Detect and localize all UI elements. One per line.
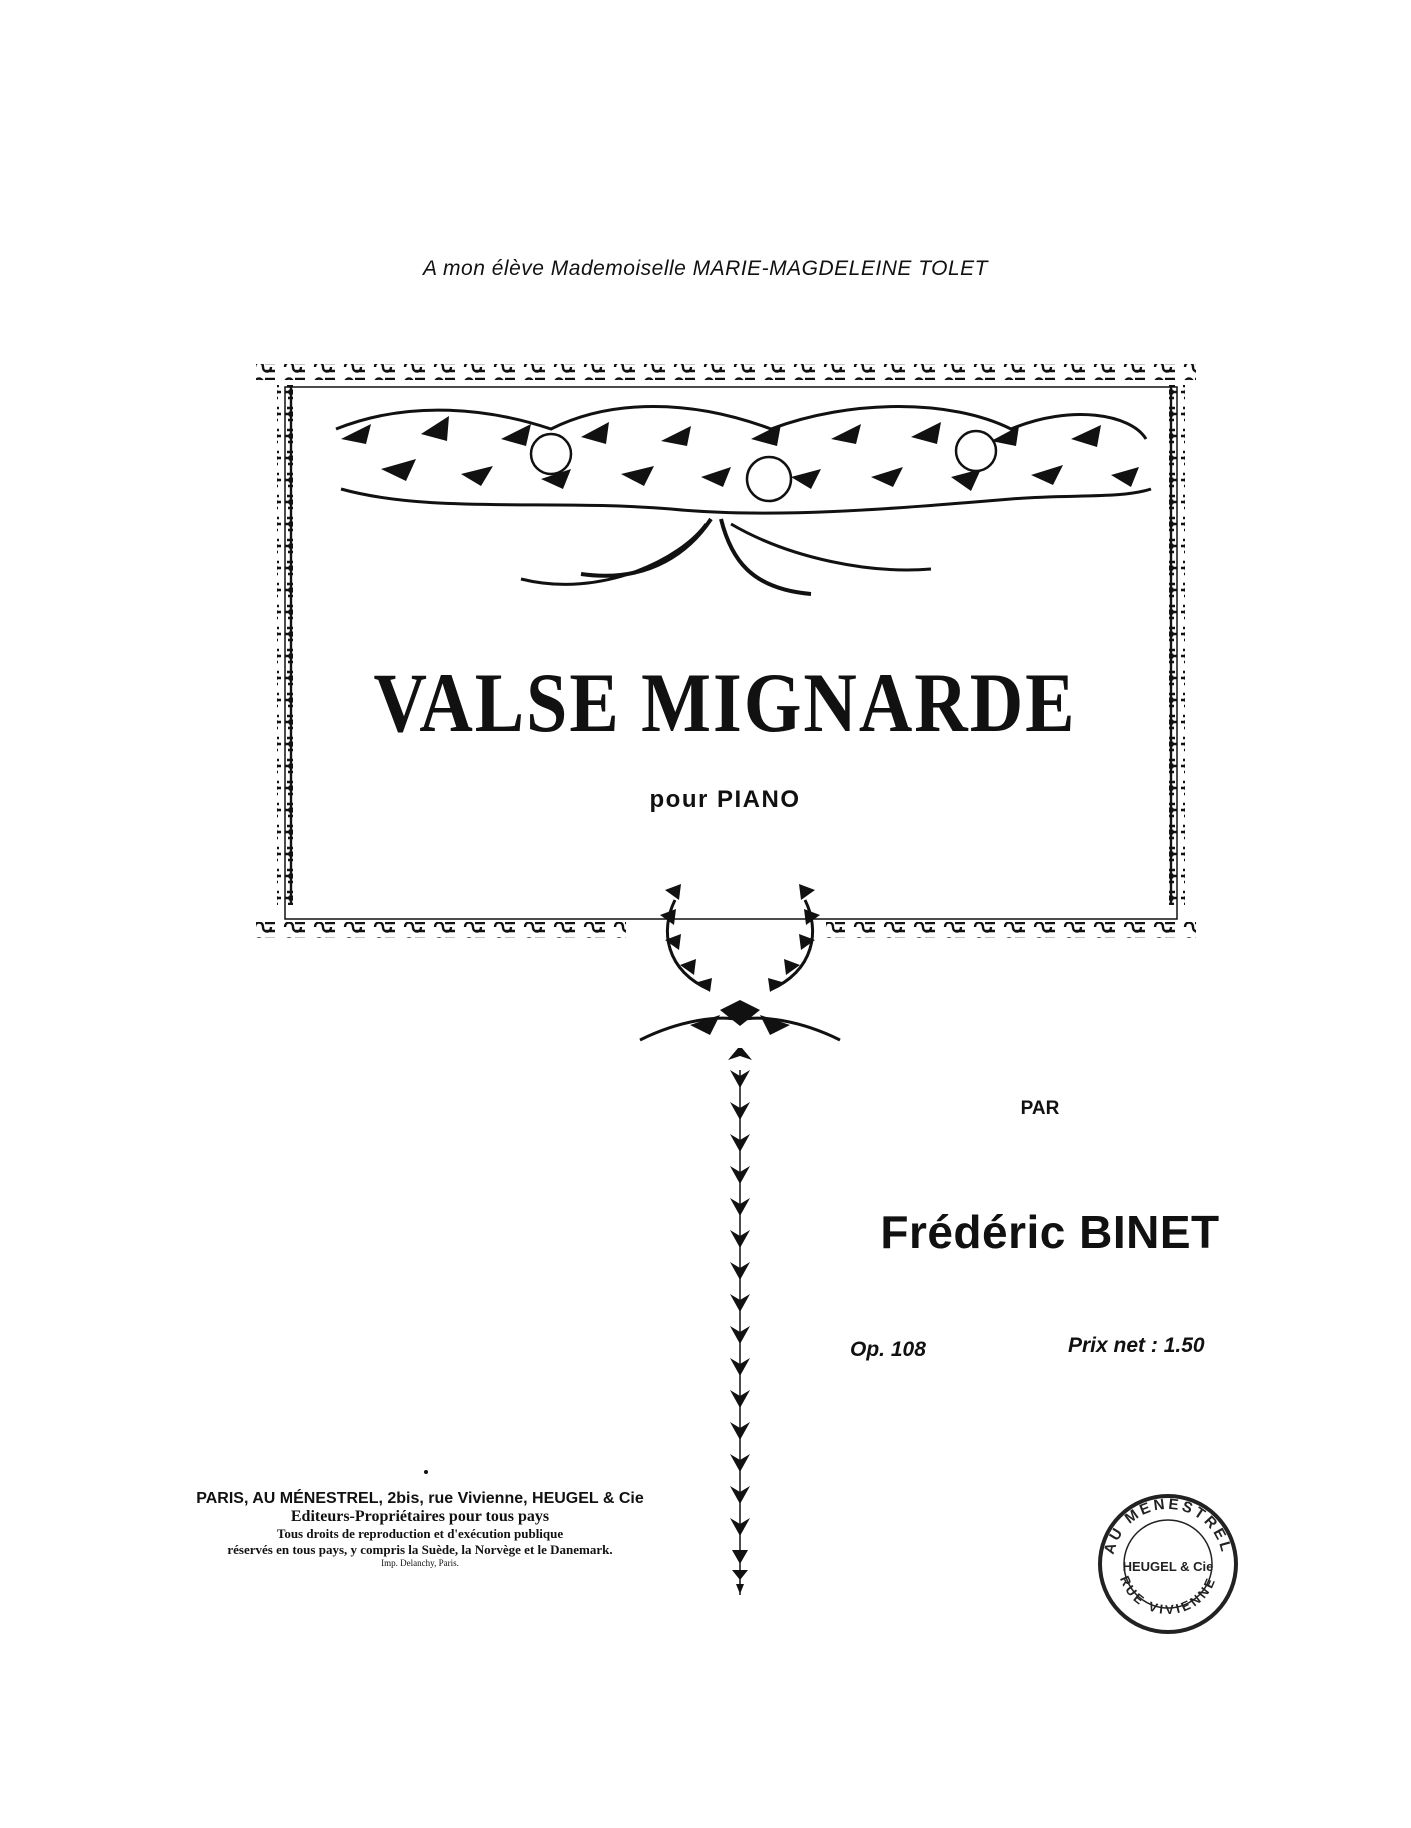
publisher-address: PARIS, AU MÉNESTREL, 2bis, rue Vivienne, HEUGEL & Cie [196,1490,644,1507]
printer-credit: Imp. Delanchy, Paris. [381,1558,459,1568]
stamp-center-text: HEUGEL & Cie [1122,1559,1214,1574]
svg-text:RUE VIVIENNE [1117,1574,1219,1618]
dedication: A mon élève Mademoiselle MARIE-MAGDELEINE TOLET [422,257,988,280]
stamp-top-text: AU MÉNESTREL [1100,1495,1236,1557]
publisher-role: Editeurs-Propriétaires pour tous pays [290,1508,550,1525]
price: Prix net : 1.50 [1068,1334,1205,1357]
rights-notice: Tous droits de reproduction et d'exécution publique [276,1526,564,1541]
composer-name: Frédéric BINET [880,1206,1220,1258]
stamp-bottom-text: RUE VIVIENNE [1116,1573,1219,1618]
rights-territories: réservés en tous pays, y compris la Suède, la Norvège et le Danemark. [227,1542,613,1557]
opus-number: Op. 108 [850,1338,926,1361]
subtitle: pour PIANO [649,786,801,813]
floral-frame-icon [251,359,1201,941]
speck [424,1470,428,1474]
title: VALSE MIGNARDE [373,656,1077,751]
by-label: PAR [1020,1098,1060,1119]
svg-text:AU MÉNESTREL [1101,1496,1235,1556]
publisher-stamp-icon [1093,1489,1243,1639]
publisher-block [160,1490,680,1568]
